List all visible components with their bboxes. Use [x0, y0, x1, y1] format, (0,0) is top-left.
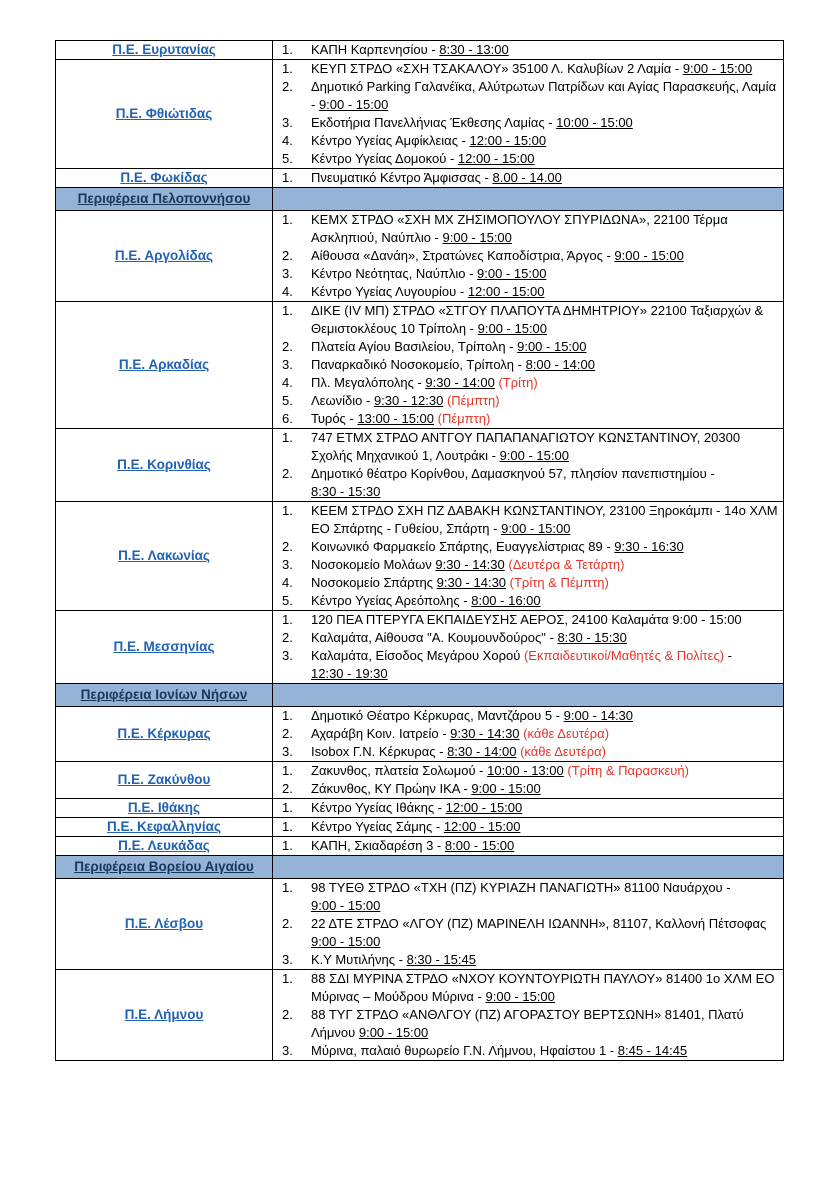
item-hours: 9:00 - 15:00 [311, 898, 381, 913]
schedule-item [273, 302, 783, 338]
item-text [311, 1042, 783, 1060]
region-row [56, 611, 784, 684]
schedule-item [273, 762, 783, 780]
region-label-cell [56, 762, 273, 799]
item-number: 3. [282, 1043, 293, 1058]
item-text [311, 429, 783, 465]
item-location: Κέντρο Υγείας Αρεόπολης - [311, 593, 472, 608]
item-text [311, 780, 783, 798]
item-location: Λεωνίδιο - [311, 393, 374, 408]
item-text [311, 725, 783, 743]
item-text [311, 538, 783, 556]
item-number: 3. [282, 952, 293, 967]
region-link[interactable]: Π.Ε. Λευκάδας [118, 838, 210, 853]
region-link[interactable]: Π.Ε. Αργολίδας [114, 248, 214, 263]
schedule-item [273, 556, 783, 574]
item-hours: 9:00 - 14:30 [563, 708, 634, 723]
schedule-item [273, 429, 783, 465]
region-items-cell [273, 707, 784, 762]
item-day-note: (Πέμπτη) [446, 393, 500, 408]
schedule-item [273, 970, 783, 1006]
schedule-table-body [56, 41, 784, 1061]
item-hours: 8:30 - 15:30 [557, 630, 627, 645]
schedule-item [273, 647, 783, 683]
item-location: ΔΙΚΕ (IV ΜΠ) ΣΤΡΔΟ «ΣΤΓΟΥ ΠΛΑΠΟΥΤΑ ΔΗΜΗΤΡΙΟΥ» 22100 Ταξιαρχών & Θεμιστοκλέους 10 Τρίπολη - [311, 303, 764, 336]
region-label-cell [56, 41, 273, 60]
item-hours: 10:00 - 13:00 [487, 763, 564, 778]
item-hours: 9:30 - 14:00 [425, 375, 495, 390]
region-row [56, 41, 784, 60]
schedule-item [273, 879, 783, 915]
item-number: 4. [282, 375, 293, 390]
region-items-cell [273, 799, 784, 818]
item-text [311, 78, 783, 114]
item-hours: 9:30 - 14:30 [435, 557, 505, 572]
item-text [311, 356, 783, 374]
item-text [311, 392, 783, 410]
item-text [311, 150, 783, 168]
item-hours: 8:30 - 15:30 [311, 484, 381, 499]
region-row [56, 762, 784, 799]
item-hours: 13:00 - 15:00 [357, 411, 435, 426]
region-items-cell [273, 60, 784, 169]
item-hours: 8:00 - 14:00 [525, 357, 595, 372]
item-location: Κέντρο Υγείας Σάμης - [311, 819, 444, 834]
schedule-item [273, 465, 783, 501]
item-text [311, 629, 783, 647]
item-hours: 9:00 - 15:00 [485, 989, 555, 1004]
item-location: - [724, 648, 732, 663]
item-text [311, 114, 783, 132]
section-label: Περιφέρεια Βορείου Αιγαίου [74, 859, 254, 874]
item-number: 3. [282, 357, 293, 372]
item-location: Μύρινα, παλαιό θυρωρείο Γ.Ν. Λήμνου, Ηφαίστου 1 - [311, 1043, 618, 1058]
item-number: 1. [282, 971, 293, 986]
item-text [311, 611, 783, 629]
region-link[interactable]: Π.Ε. Ευρυτανίας [112, 42, 216, 57]
item-text [311, 592, 783, 610]
item-text [311, 707, 783, 725]
schedule-item [273, 338, 783, 356]
item-hours: 8:45 - 14:45 [617, 1043, 688, 1058]
schedule-item [273, 410, 783, 428]
schedule-item [273, 629, 783, 647]
item-location: Εκδοτήρια Πανελλήνιας Έκθεσης Λαμίας - [311, 115, 557, 130]
item-hours: 9:00 - 15:00 [471, 781, 541, 796]
item-hours: 9:00 - 15:00 [318, 97, 389, 112]
schedule-item [273, 374, 783, 392]
schedule-item [273, 951, 783, 969]
schedule-item [273, 611, 783, 629]
item-text [311, 502, 783, 538]
item-text [311, 837, 783, 855]
item-text [311, 338, 783, 356]
item-hours: 10:00 - 15:00 [556, 115, 633, 130]
region-label-cell [56, 879, 273, 970]
schedule-item [273, 725, 783, 743]
item-text [311, 647, 783, 683]
item-hours: 8.00 - 14.00 [492, 170, 562, 185]
item-number: 1. [282, 303, 293, 318]
item-location: Καλαμάτα, Είσοδος Μεγάρου Χορού [311, 648, 524, 663]
item-hours: 12:00 - 15:00 [469, 133, 547, 148]
item-text [311, 132, 783, 150]
region-row [56, 837, 784, 856]
item-location: 747 ΕΤΜΧ ΣΤΡΔΟ ΑΝΤΓΟΥ ΠΑΠΑΠΑΝΑΓΙΩΤΟΥ ΚΩΝΣΤΑΝΤΙΝΟΥ, 20300 Σχολής Μηχανικού 1, Λουτράκι - [311, 430, 741, 463]
item-text [311, 410, 783, 428]
item-location: ΚΕΥΠ ΣΤΡΔΟ «ΣΧΗ ΤΣΑΚΑΛΟΥ» 35100 Λ. Καλυβίων 2 Λαμία - [311, 61, 683, 76]
item-hours: 9:00 - 15:00 [311, 934, 381, 949]
item-number: 1. [282, 503, 293, 518]
region-label-cell [56, 799, 273, 818]
item-hours: 9:30 - 14:30 [450, 726, 520, 741]
schedule-item [273, 1006, 783, 1042]
item-location: Νοσοκομείο Μολάων [311, 557, 436, 572]
item-hours: 8:00 - 16:00 [471, 593, 541, 608]
region-link[interactable]: Π.Ε. Λέσβου [124, 916, 204, 931]
item-text [311, 1006, 783, 1042]
item-location: Αίθουσα «Δανάη», Στρατώνες Καποδίστρια, Άργος - [311, 248, 615, 263]
region-items-cell [273, 970, 784, 1061]
item-text [311, 970, 783, 1006]
item-hours: 8:30 - 14:00 [447, 744, 517, 759]
item-location: Τυρός - [311, 411, 358, 426]
item-text [311, 915, 783, 951]
schedule-item [273, 818, 783, 836]
item-location: ΚΑΠΗ, Σκιαδαρέση 3 - [311, 838, 445, 853]
region-items-cell [273, 211, 784, 302]
item-text [311, 818, 783, 836]
schedule-item [273, 707, 783, 725]
item-location: Δημοτικό θέατρο Κορίνθου, Δαμασκηνού 57, πλησίον πανεπιστημίου - [311, 466, 715, 481]
item-number: 5. [282, 393, 293, 408]
schedule-item [273, 392, 783, 410]
item-day-note: (Πέμπτη) [437, 411, 491, 426]
item-hours: 9:00 - 15:00 [682, 61, 753, 76]
item-hours: 9:00 - 15:00 [614, 248, 684, 263]
item-number: 1. [282, 612, 293, 627]
item-number: 1. [282, 838, 293, 853]
schedule-item [273, 169, 783, 187]
item-number: 1. [282, 708, 293, 723]
item-day-note: (Τρίτη & Πέμπτη) [509, 575, 609, 590]
region-items-cell [273, 762, 784, 799]
item-hours: 12:00 - 15:00 [445, 800, 523, 815]
item-location: 120 ΠΕΑ ΠΤΕΡΥΓΑ ΕΚΠΑΙΔΕΥΣΗΣ ΑΕΡΟΣ, 24100 Καλαμάτα 9:00 - 15:00 [311, 612, 742, 627]
item-hours: 9:30 - 14:30 [436, 575, 507, 590]
item-number: 3. [282, 266, 293, 281]
item-hours: 9:00 - 15:00 [442, 230, 512, 245]
schedule-item [273, 211, 783, 247]
item-number: 2. [282, 79, 293, 94]
item-location: Κέντρο Υγείας Ιθάκης - [311, 800, 446, 815]
item-number: 1. [282, 430, 293, 445]
region-row [56, 302, 784, 429]
section-empty-cell [273, 856, 784, 879]
region-items-cell [273, 302, 784, 429]
section-label-cell [56, 188, 273, 211]
item-location: Κέντρο Νεότητας, Ναύπλιο - [311, 266, 478, 281]
region-row [56, 799, 784, 818]
item-text [311, 465, 783, 501]
item-number: 2. [282, 466, 293, 481]
item-number: 1. [282, 800, 293, 815]
item-text [311, 211, 783, 247]
region-link[interactable]: Π.Ε. Κορινθίας [117, 457, 211, 472]
region-label-cell [56, 302, 273, 429]
item-hours: 8:30 - 15:45 [406, 952, 476, 967]
region-label-cell [56, 818, 273, 837]
item-text [311, 265, 783, 283]
item-location: Ζάκυνθος, ΚΥ Πρώην ΙΚΑ - [311, 781, 472, 796]
schedule-item [273, 60, 783, 78]
item-text [311, 60, 783, 78]
item-number: 1. [282, 763, 293, 778]
schedule-item [273, 114, 783, 132]
item-location: Παναρκαδικό Νοσοκομείο, Τρίπολη - [311, 357, 526, 372]
region-label-cell [56, 611, 273, 684]
schedule-item [273, 150, 783, 168]
item-hours: 9:00 - 15:00 [517, 339, 587, 354]
item-location: Πλατεία Αγίου Βασιλείου, Τρίπολη - [311, 339, 518, 354]
region-items-cell [273, 41, 784, 60]
item-hours: 9:00 - 15:00 [358, 1025, 429, 1040]
item-hours: 9:30 - 12:30 [373, 393, 444, 408]
item-number: 1. [282, 170, 293, 185]
region-items-cell [273, 837, 784, 856]
section-empty-cell [273, 188, 784, 211]
schedule-item [273, 799, 783, 817]
schedule-item [273, 265, 783, 283]
section-label: Περιφέρεια Ιονίων Νήσων [80, 687, 248, 702]
item-text [311, 879, 783, 915]
region-link[interactable]: Π.Ε. Λακωνίας [118, 548, 210, 563]
region-label-cell [56, 211, 273, 302]
schedule-item [273, 837, 783, 855]
item-number: 5. [282, 593, 293, 608]
item-number: 2. [282, 1007, 293, 1022]
schedule-item [273, 247, 783, 265]
item-location: Πλ. Μεγαλόπολης - [311, 375, 426, 390]
item-number: 3. [282, 557, 293, 572]
schedule-item [273, 780, 783, 798]
region-link[interactable]: Π.Ε. Μεσσηνίας [113, 639, 215, 654]
item-location: 88 ΤΥΓ ΣΤΡΔΟ «ΑΝΘΛΓΟΥ (ΠΖ) ΑΓΟΡΑΣΤΟΥ ΒΕΡΤΣΩΝΗ» 81401, Πλατύ Λήμνου [311, 1007, 744, 1040]
item-location: 88 ΣΔΙ ΜΥΡΙΝΑ ΣΤΡΔΟ «ΝΧΟΥ ΚΟΥΝΤΟΥΡΙΩΤΗ ΠΑΥΛΟΥ» 81400 1ο ΧΛΜ ΕΟ Μύρινας – Μούδρου Μύρινα - [311, 971, 775, 1004]
item-hours: 8:00 - 15:00 [444, 838, 515, 853]
region-label-cell [56, 60, 273, 169]
region-label-cell [56, 429, 273, 502]
region-link[interactable]: Π.Ε. Αρκαδίας [118, 357, 210, 372]
item-hours: 12:00 - 15:00 [467, 284, 545, 299]
region-row [56, 818, 784, 837]
schedule-item [273, 1042, 783, 1060]
schedule-item [273, 356, 783, 374]
region-link[interactable]: Π.Ε. Λήμνου [124, 1007, 204, 1022]
item-hours: 8:30 - 13:00 [439, 42, 509, 57]
schedule-item [273, 574, 783, 592]
region-items-cell [273, 169, 784, 188]
region-row [56, 429, 784, 502]
item-day-note: (Τρίτη) [498, 375, 538, 390]
schedule-item [273, 132, 783, 150]
region-items-cell [273, 879, 784, 970]
item-location: Κοινωνικό Φαρμακείο Σπάρτης, Ευαγγελίστριας 89 - [311, 539, 615, 554]
item-day-note: (κάθε Δευτέρα) [523, 726, 610, 741]
schedule-item [273, 592, 783, 610]
item-number: 4. [282, 133, 293, 148]
region-link[interactable]: Π.Ε. Κέρκυρας [117, 726, 211, 741]
region-label-cell [56, 970, 273, 1061]
region-items-cell [273, 611, 784, 684]
item-text [311, 41, 783, 59]
section-label: Περιφέρεια Πελοποννήσου [77, 191, 251, 206]
item-location: Κέντρο Υγείας Αμφίκλειας - [311, 133, 470, 148]
item-hours: 9:00 - 15:00 [477, 266, 547, 281]
region-link[interactable]: Π.Ε. Φωκίδας [120, 170, 208, 185]
item-number: 5. [282, 151, 293, 166]
item-text [311, 762, 783, 780]
item-number: 2. [282, 630, 293, 645]
section-label-cell [56, 856, 273, 879]
item-number: 2. [282, 726, 293, 741]
item-location: Καλαμάτα, Αίθουσα "Α. Κουμουνδούρος" - [311, 630, 558, 645]
section-label-cell [56, 684, 273, 707]
item-text [311, 302, 783, 338]
item-number: 2. [282, 781, 293, 796]
item-number: 2. [282, 339, 293, 354]
schedule-item [273, 743, 783, 761]
item-day-note: (Τρίτη & Παρασκευή) [567, 763, 689, 778]
item-hours: 9:00 - 15:00 [501, 521, 571, 536]
item-location: Πνευματικό Κέντρο Άμφισσας - [311, 170, 493, 185]
region-row [56, 60, 784, 169]
item-location: Ζακυνθος, πλατεία Σολωμού - [311, 763, 488, 778]
item-hours: 12:00 - 15:00 [443, 819, 521, 834]
item-number: 2. [282, 539, 293, 554]
item-text [311, 556, 783, 574]
item-location: ΚΕΕΜ ΣΤΡΔΟ ΣΧΗ ΠΖ ΔΑΒΑΚΗ ΚΩΝΣΤΑΝΤΙΝΟΥ, 23100 Ξηροκάμπι - 14ο ΧΛΜ ΕΟ Σπάρτης - Γυθείου, Σπάρτη - [311, 503, 778, 536]
item-number: 4. [282, 575, 293, 590]
item-location: Δημοτικό Θέατρο Κέρκυρας, Μαντζάρου 5 - [311, 708, 564, 723]
item-text [311, 743, 783, 761]
item-number: 3. [282, 648, 293, 663]
item-number: 3. [282, 115, 293, 130]
item-text [311, 574, 783, 592]
region-items-cell [273, 502, 784, 611]
region-link[interactable]: Π.Ε. Ζακύνθου [117, 772, 211, 787]
region-items-cell [273, 818, 784, 837]
region-items-cell [273, 429, 784, 502]
item-location: 98 ΤΥΕΘ ΣΤΡΔΟ «ΤΧΗ (ΠΖ) ΚΥΡΙΑΖΗ ΠΑΝΑΓΙΩΤΗ» 81100 Ναυάρχου - [311, 880, 731, 895]
section-empty-cell [273, 684, 784, 707]
item-number: 6. [282, 411, 293, 426]
schedule-item [273, 78, 783, 114]
schedule-item [273, 502, 783, 538]
section-row [56, 684, 784, 707]
item-text [311, 283, 783, 301]
item-hours: 12:00 - 15:00 [457, 151, 535, 166]
region-row [56, 879, 784, 970]
item-number: 4. [282, 284, 293, 299]
region-row [56, 211, 784, 302]
item-hours: 9:30 - 16:30 [614, 539, 684, 554]
region-label-cell [56, 502, 273, 611]
item-location: Δημοτικό Parking Γαλανέϊκα, Αλύτρωτων Πατρίδων και Αγίας Παρασκευής, Λαμία - [311, 79, 777, 112]
region-label-cell [56, 837, 273, 856]
item-number: 1. [282, 42, 293, 57]
region-row [56, 169, 784, 188]
item-number: 1. [282, 61, 293, 76]
item-location: Κέντρο Υγείας Λυγουρίου - [311, 284, 468, 299]
region-link[interactable]: Π.Ε. Ιθάκης [127, 800, 201, 815]
item-number: 1. [282, 212, 293, 227]
item-hours: 9:00 - 15:00 [477, 321, 548, 336]
section-row [56, 188, 784, 211]
schedule-item [273, 41, 783, 59]
item-location: Νοσοκομείο Σπάρτης [311, 575, 437, 590]
region-row [56, 707, 784, 762]
item-number: 2. [282, 248, 293, 263]
region-label-cell [56, 707, 273, 762]
schedule-item [273, 538, 783, 556]
item-day-note: (κάθε Δευτέρα) [520, 744, 606, 759]
item-text [311, 374, 783, 392]
item-number: 3. [282, 744, 293, 759]
item-hours: 9:00 - 15:00 [499, 448, 569, 463]
item-location: Αχαράβη Κοιν. Ιατρείο - [311, 726, 451, 741]
region-row [56, 502, 784, 611]
schedule-item [273, 283, 783, 301]
schedule-item [273, 915, 783, 951]
item-day-note: (Εκπαιδευτικοί/Μαθητές & Πολίτες) [523, 648, 725, 663]
schedule-table [55, 40, 784, 1061]
item-day-note: (Δευτέρα & Τετάρτη) [508, 557, 625, 572]
item-location: ΚΑΠΗ Καρπενησίου - [311, 42, 440, 57]
item-text [311, 799, 783, 817]
item-location: Κέντρο Υγείας Δομοκού - [311, 151, 458, 166]
item-text [311, 951, 783, 969]
region-row [56, 970, 784, 1061]
item-text [311, 247, 783, 265]
item-number: 1. [282, 880, 293, 895]
region-link[interactable]: Π.Ε. Κεφαλληνίας [107, 819, 221, 834]
item-location: Κ.Υ Μυτιλήνης - [311, 952, 407, 967]
item-text [311, 169, 783, 187]
item-location: ΚΕΜΧ ΣΤΡΔΟ «ΣΧΗ ΜΧ ΖΗΣΙΜΟΠΟΥΛΟΥ ΣΠΥΡΙΔΩΝΑ», 22100 Τέρμα Ασκληπιού, Ναύπλιο - [311, 212, 728, 245]
item-number: 2. [282, 916, 293, 931]
item-location: Isobox Γ.Ν. Κέρκυρας - [311, 744, 448, 759]
region-label-cell [56, 169, 273, 188]
item-location: 22 ΔΤΕ ΣΤΡΔΟ «ΛΓΟΥ (ΠΖ) ΜΑΡΙΝΕΛΗ ΙΩΑΝΝΗ», 81107, Καλλονή Πέτσοφας [311, 916, 767, 931]
region-link[interactable]: Π.Ε. Φθιώτιδας [115, 106, 213, 121]
item-hours: 12:30 - 19:30 [311, 666, 388, 681]
section-row [56, 856, 784, 879]
item-number: 1. [282, 819, 293, 834]
